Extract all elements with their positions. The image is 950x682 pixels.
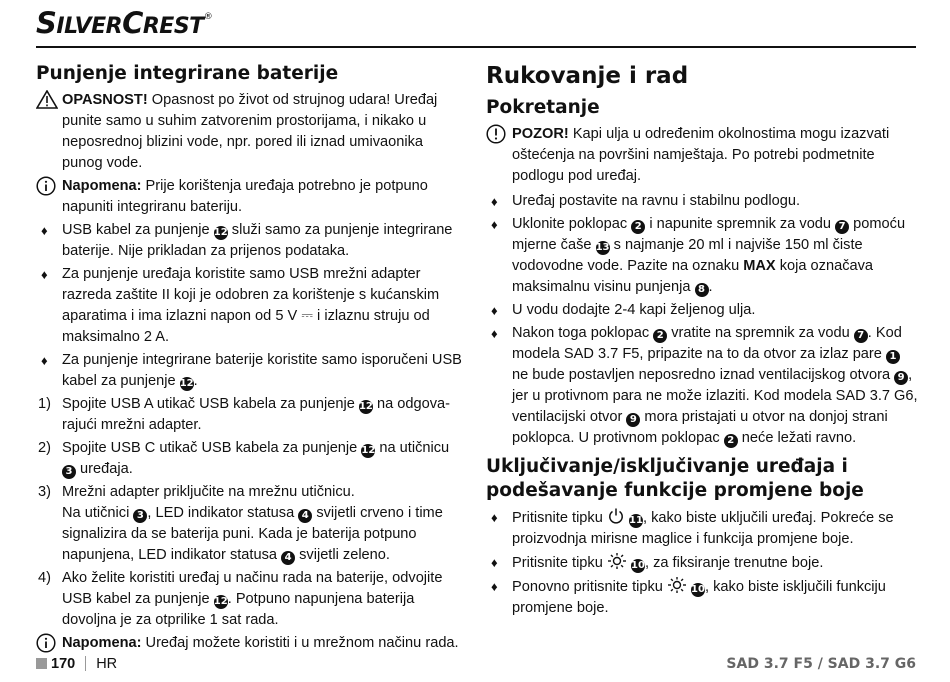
light-icon — [607, 552, 627, 570]
diamond-bullet-icon: ♦ — [41, 223, 48, 238]
diamond-bullet-icon: ♦ — [491, 579, 498, 594]
light-icon — [667, 576, 687, 594]
info-icon — [36, 176, 60, 200]
info-icon — [36, 633, 60, 657]
list-item: ♦ Ponovno pritisnite tipku 10, kako biste isključili funkciju promjene boje. — [486, 576, 918, 619]
right-column — [486, 60, 918, 621]
list-item: ♦ USB kabel za punjenje 12 služi samo za punjenje integrirane baterije. Nije prikladan za prijenos podataka. — [41, 222, 453, 259]
power-icon — [607, 507, 625, 525]
step-item: 1) Spojite USB A utikač USB kabela za punjenje 12 na odgovarajući mrežni adapter. — [38, 396, 451, 433]
list-item: ♦ Pritisnite tipku 11, kako biste uključili uređaj. Pokreće se proizvodnja mirisne maglice i funkcija promjene boje. — [486, 507, 918, 550]
page-footer — [36, 656, 916, 672]
header-rule — [36, 46, 916, 48]
diamond-bullet-icon: ♦ — [491, 217, 498, 232]
list-item: ♦ Za punjenje integrirane baterije koristite samo isporučeni USB kabel za punjenje 12. — [41, 352, 462, 389]
footer-square-icon — [36, 658, 47, 669]
dc-symbol-icon: ⎓ — [301, 308, 313, 324]
note: Napomena: Prije korištenja uređaja potrebno je potpuno napuniti integriranu bateriju. — [36, 176, 464, 218]
model-label: SAD 3.7 F5 / SAD 3.7 G6 — [726, 656, 916, 672]
chapter-heading: Rukovanje i rad — [486, 63, 689, 89]
left-column — [36, 62, 464, 656]
list-item: ♦ Uklonite poklopac 2 i napunite spremnik za vodu 7 pomoću mjerne čaše 13 s najmanje 20 ml i najviše 150 ml čiste vodovodne vode. Pazite na oznaku MAX koja označava maksimalnu visinu punjenja 8 . — [491, 216, 906, 295]
brand-logo: SILVERCREST® — [36, 6, 213, 40]
diamond-bullet-icon: ♦ — [491, 326, 498, 341]
warning-triangle-icon — [36, 90, 60, 113]
diamond-bullet-icon: ♦ — [41, 267, 48, 282]
diamond-bullet-icon: ♦ — [41, 353, 48, 368]
list-item: ♦ Pritisnite tipku 10, za fiksiranje trenutne boje. — [486, 552, 918, 574]
exclamation-icon — [486, 124, 510, 148]
diamond-bullet-icon: ♦ — [491, 194, 498, 209]
step-item: 3) Mrežni adapter priključite na mrežnu utičnicu. Na utičnici 3 , LED indikator statusa 4 svijetli crveno i time signalizira da se baterija puni. Kada je baterija potpuno napunjena, LED indikator statusa 4 svijetli zeleno. — [38, 484, 443, 563]
list-item: ♦ Uređaj postavite na ravnu i stabilnu podlogu. — [486, 191, 918, 212]
section-heading: Punjenje integrirane baterije — [36, 63, 339, 84]
language-code: HR — [96, 656, 118, 672]
note: Napomena: Uređaj možete koristiti i u mrežnom načinu rada. — [36, 633, 464, 654]
step-item: 4) Ako želite koristiti uređaj u načinu rada na baterije, odvojite USB kabel za punjenje 12. Potpuno napunjena baterija dovoljna je za otprilike 1 sat rada. — [38, 570, 443, 628]
diamond-bullet-icon: ♦ — [491, 555, 498, 570]
danger-warning: OPASNOST! Opasnost po život od strujnog udara! Uređaj punite samo u suhim zatvorenim prostorijama, i nikako u neposrednoj blizini vode, npr. pored ili iznad umivaonika punog vode. — [36, 90, 464, 174]
step-item: 2) Spojite USB C utikač USB kabela za punjenje 12 na utičnicu 3 uređaja. — [38, 440, 450, 477]
list-item: ♦ Za punjenje uređaja koristite samo USB mrežni adapter razreda zaštite II koji je odobren za korištenje s kućanskim aparatima i ima izlazni napon od 5 V ⎓ i izlaznu struju od maksimalno 2 A. — [41, 266, 440, 345]
diamond-bullet-icon: ♦ — [491, 510, 498, 525]
diamond-bullet-icon: ♦ — [491, 303, 498, 318]
page-number: 170 — [51, 656, 76, 672]
section-heading: Uključivanje/isključivanje uređaja i podešavanje funkcije promjene boje — [486, 456, 864, 501]
caution-note: POZOR! Kapi ulja u određenim okolnostima mogu izazvati oštećenja na površini namještaja. Po potrebi podmetnite podlogu pod uređaj. — [486, 124, 918, 187]
section-heading: Pokretanje — [486, 97, 600, 118]
list-item: ♦ U vodu dodajte 2-4 kapi željenog ulja. — [486, 300, 918, 321]
list-item: ♦ Nakon toga poklopac 2 vratite na spremnik za vodu 7 . Kod modela SAD 3.7 F5, pripazite na to da otvor za izlaz pare 1 ne bude postavljen neposredno iznad ventilacijskog otvora 9 , jer u protivnom para ne može izlaziti. Kod modela SAD 3.7 G6, ventilacijski otvor 9 mora pristajati u otvor na donjoj strani poklopca. U protivnom poklopac 2 neće ležati ravno. — [491, 325, 918, 446]
